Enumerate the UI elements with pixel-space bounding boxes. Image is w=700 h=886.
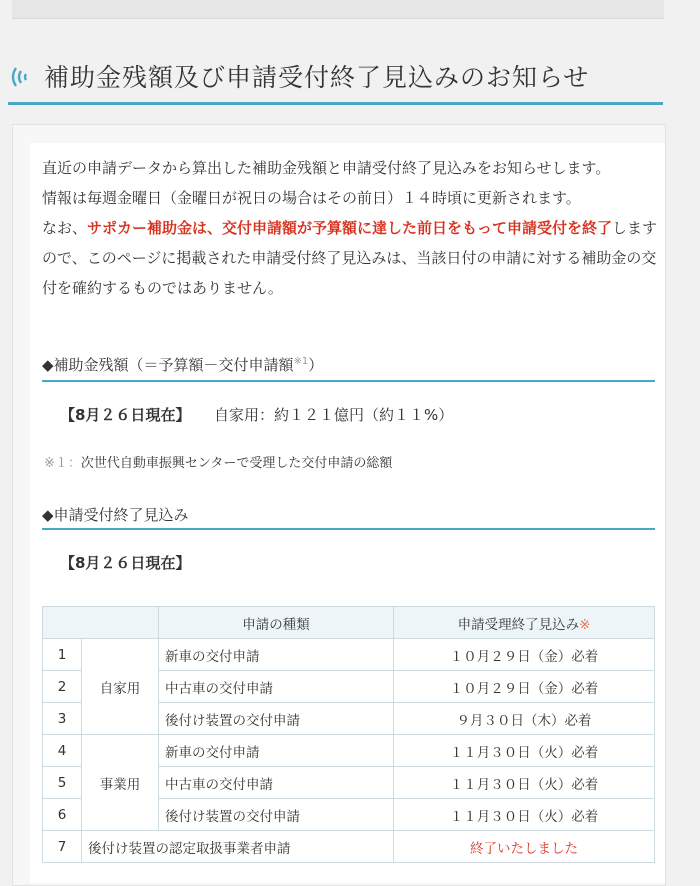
table-row: 1 自家用 新車の交付申請 １０月２９日（金）必着	[43, 639, 655, 671]
section-remaining-title: ◆補助金残額（＝予算額－交付申請額$^{※1}$）	[42, 356, 324, 374]
table-row: 7 後付け装置の認定取扱事業者申請 終了いたしました	[43, 831, 655, 863]
header-spacer	[43, 607, 159, 639]
remaining-amount	[60, 404, 453, 425]
page-title: 補助金残額及び申請受付終了見込みのお知らせ	[44, 63, 590, 92]
status-ended: 終了いたしました	[394, 831, 655, 863]
end-as-of-date: 【8月２６日現在】	[60, 554, 191, 572]
table-row: 5 中古車の交付申請 １１月３０日（火）必着	[43, 767, 655, 799]
as-of-date: 【8月２６日現在】	[60, 406, 191, 424]
group-business: 事業用	[82, 735, 159, 831]
intro-line-2: 情報は毎週金曜日（金曜日が祝日の場合はその前日）１４時頃に更新されます。	[42, 189, 581, 207]
section-remaining-rule	[42, 380, 655, 382]
heading-underline	[8, 102, 663, 105]
header-type: 申請の種類	[159, 607, 394, 639]
table-row: 3 後付け装置の交付申請 ９月３０日（木）必着	[43, 703, 655, 735]
table-row: 6 後付け装置の交付申請 １１月３０日（火）必着	[43, 799, 655, 831]
intro-text	[42, 153, 658, 303]
footnote: ※１：次世代自動車振興センターで受理した交付申請の総額	[44, 456, 393, 471]
table-row: 2 中古車の交付申請 １０月２９日（金）必着	[43, 671, 655, 703]
section-end-title: ◆申請受付終了見込み	[42, 506, 189, 524]
group-private: 自家用	[82, 639, 159, 735]
end-estimate-table	[42, 606, 655, 863]
header-end: 申請受理終了見込み※	[394, 607, 655, 639]
top-strip	[12, 0, 664, 19]
table-row: 4 事業用 新車の交付申請 １１月３０日（火）必着	[43, 735, 655, 767]
remaining-value: 自家用：約１２１億円（約１１%）	[214, 406, 454, 424]
intro-line-1: 直近の申請データから算出した補助金残額と申請受付終了見込みをお知らせします。	[42, 159, 611, 177]
page-heading	[0, 52, 665, 102]
intro-line-3: なお、サポカー補助金は、交付申請額が予算額に達した前日をもって申請受付を終了しますので、このページに掲載された申請受付終了見込みは、当該日付の申請に対する補助金の交付を確約するものではありません。	[42, 219, 658, 297]
footnote-ref: ※1	[293, 356, 309, 367]
intro-warning: サポカー補助金は、交付申請額が予算額に達した前日をもって申請受付を終了	[87, 219, 613, 237]
table-header-row	[43, 607, 655, 639]
section-end-rule	[42, 528, 655, 530]
wave-icon	[8, 64, 34, 90]
